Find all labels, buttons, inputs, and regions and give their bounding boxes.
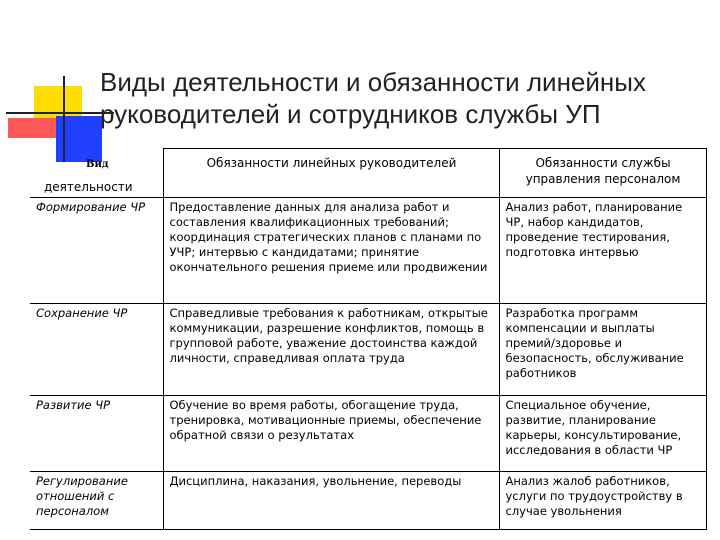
decor-red-bar bbox=[8, 118, 60, 138]
table-row bbox=[30, 197, 706, 303]
header-activity-bottom: деятельности bbox=[44, 179, 133, 194]
table-row bbox=[30, 395, 706, 471]
header-line-managers: Обязанности линейных руководителей bbox=[163, 149, 499, 198]
duties-table bbox=[30, 148, 707, 530]
hr-service-cell: Разработка программ компенсации и выплаты премий/здоровье и безопасность, обслуживание работников bbox=[499, 303, 706, 395]
line-managers-cell: Справедливые требования к работникам, открытые коммуникации, разрешение конфликтов, помощь в групповой работе, уважение достоинства каждой личности, справедливая оплата труда bbox=[163, 303, 499, 395]
hr-service-cell: Специальное обучение, развитие, планирование карьеры, консультирование, исследования в области ЧР bbox=[499, 395, 706, 471]
decor-horizontal-line bbox=[6, 112, 114, 114]
hr-service-cell: Анализ работ, планирование ЧР, набор кандидатов, проведение тестирования, подготовка интервью bbox=[499, 197, 706, 303]
hr-service-cell: Анализ жалоб работников, услуги по трудоустройству в случае увольнения bbox=[499, 471, 706, 529]
table-header-row bbox=[30, 149, 706, 198]
activity-cell: Регулирование отношений с персоналом bbox=[30, 471, 163, 529]
header-activity bbox=[30, 149, 163, 198]
line-managers-cell: Дисциплина, наказания, увольнение, переводы bbox=[163, 471, 499, 529]
activity-cell: Сохранение ЧР bbox=[30, 303, 163, 395]
header-activity-top: Вид bbox=[86, 158, 109, 170]
line-managers-cell: Обучение во время работы, обогащение труда, тренировка, мотивационные приемы, обеспечение обратной связи о результатах bbox=[163, 395, 499, 471]
header-hr-service: Обязанности службы управления персоналом bbox=[499, 149, 706, 198]
table-row bbox=[30, 471, 706, 529]
slide-title: Виды деятельности и обязанности линейных руководителей и сотрудников службы УП bbox=[100, 67, 646, 129]
table-row bbox=[30, 303, 706, 395]
line-managers-cell: Предоставление данных для анализа работ и составления квалификационных требований; координация стратегических планов с планами по УЧР; интервью с кандидатами; принятие окончательного решения приеме или продвижении bbox=[163, 197, 499, 303]
activity-cell: Формирование ЧР bbox=[30, 197, 163, 303]
activity-cell: Развитие ЧР bbox=[30, 395, 163, 471]
